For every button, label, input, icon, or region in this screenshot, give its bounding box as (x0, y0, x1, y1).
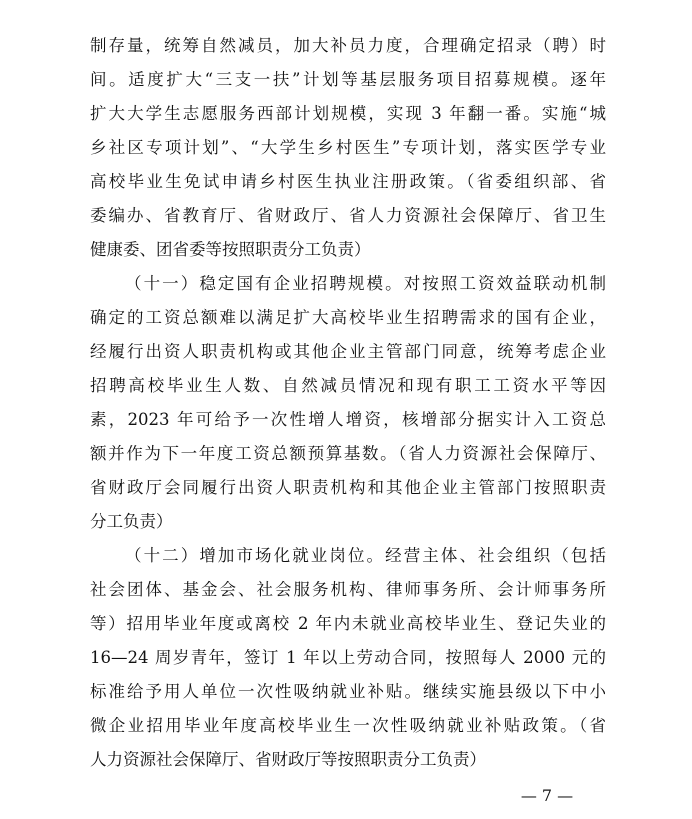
text-line: 标准给予用人单位一次性吸纳就业补贴。继续实施县级以下中小 (90, 682, 606, 701)
text-line: 16—24 周岁青年，签订 1 年以上劳动合同，按照每人 2000 元的 (90, 648, 606, 667)
text-line: 制存量，统筹自然减员，加大补员力度，合理确定招录（聘）时 (90, 36, 606, 55)
text-line: 省财政厅会同履行出资人职责机构和其他企业主管部门按照职责 (90, 478, 606, 497)
text-line: 扩大大学生志愿服务西部计划规模，实现 3 年翻一番。实施“城 (90, 104, 606, 123)
text-line: 额并作为下一年度工资总额预算基数。（省人力资源社会保障厅、 (90, 444, 606, 463)
text-line: 乡社区专项计划”、“大学生乡村医生”专项计划，落实医学专业 (90, 138, 606, 157)
text-line: 经履行出资人职责机构或其他企业主管部门同意，统筹考虑企业 (90, 342, 606, 361)
text-line: 委编办、省教育厅、省财政厅、省人力资源社会保障厅、省卫生 (90, 206, 606, 225)
text-line: 人力资源社会保障厅、省财政厅等按照职责分工负责） (90, 750, 486, 769)
text-line: 间。适度扩大“三支一扶”计划等基层服务项目招募规模。逐年 (90, 70, 606, 89)
text-line: 健康委、团省委等按照职责分工负责） (90, 240, 371, 259)
text-line: 招聘高校毕业生人数、自然减员情况和现有职工工资水平等因 (90, 376, 606, 395)
section-heading-line: （十一）稳定国有企业招聘规模。对按照工资效益联动机制 (125, 274, 606, 293)
text-line: 社会团体、基金会、社会服务机构、律师事务所、会计师事务所 (90, 580, 606, 599)
section-heading-line: （十二）增加市场化就业岗位。经营主体、社会组织（包括 (125, 546, 606, 565)
text-line: 分工负责） (90, 512, 173, 531)
text-line: 素，2023 年可给予一次性增人增资，核增部分据实计入工资总 (90, 410, 606, 429)
text-line: 微企业招用毕业年度高校毕业生一次性吸纳就业补贴政策。（省 (90, 716, 606, 735)
text-line: 高校毕业生免试申请乡村医生执业注册政策。（省委组织部、省 (90, 172, 606, 191)
text-line: 等）招用毕业年度或离校 2 年内未就业高校毕业生、登记失业的 (90, 614, 606, 633)
page-number: — 7 — (520, 786, 574, 805)
text-line: 确定的工资总额难以满足扩大高校毕业生招聘需求的国有企业， (90, 308, 606, 327)
